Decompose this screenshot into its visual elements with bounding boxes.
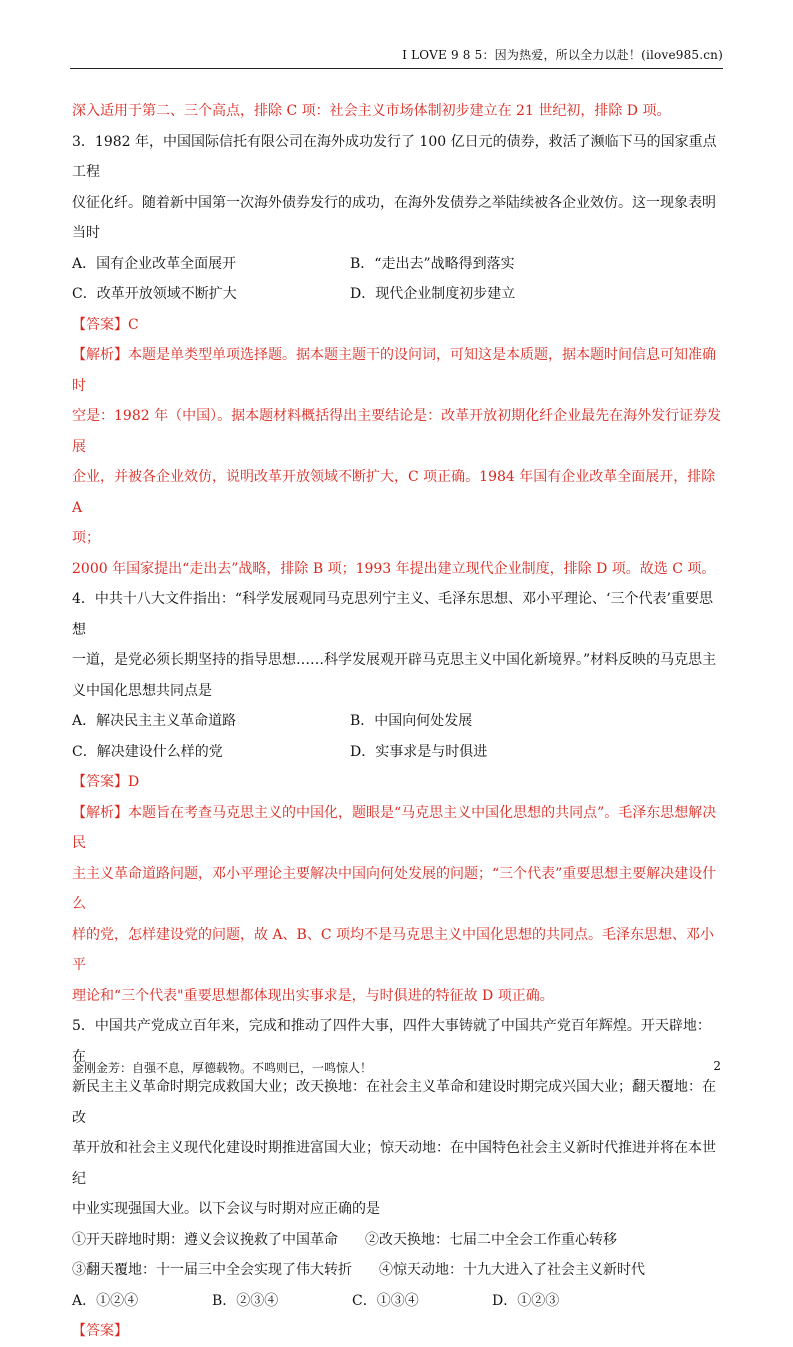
question-stem-line: 中业实现强国大业。以下会议与时期对应正确的是	[72, 1201, 380, 1217]
option-d: D．①②③	[492, 1292, 560, 1309]
answer-label: 【答案】	[72, 1323, 128, 1339]
question-stem-line: 新民主主义革命时期完成救国大业；改天换地：在社会主义革命和建设时期完成兴国大业；翻天覆地：在改	[72, 1079, 716, 1126]
option-b: B．“走出去”战略得到落实	[350, 255, 515, 272]
options-row	[72, 706, 722, 737]
numbered-item-2: ②改天换地：七届二中全会工作重心转移	[365, 1231, 617, 1248]
question-3	[72, 127, 722, 585]
option-c: C．①③④	[352, 1292, 419, 1309]
option-d: D．现代企业制度初步建立	[350, 286, 516, 302]
answer-label: 【答案】C	[72, 316, 139, 333]
analysis-line: 【解析】本题旨在考查马克思主义的中国化，题眼是“马克思主义中国化思想的共同点”。毛泽东思想解决民	[72, 804, 717, 851]
option-a: A．国有企业改革全面展开	[72, 255, 237, 272]
page-number: 2	[713, 1059, 721, 1073]
question-stem-line: 仪征化纤。随着新中国第一次海外债券发行的成功，在海外发债券之举陆续被各企业效仿。这一现象表明	[72, 194, 716, 211]
options-row	[72, 279, 722, 310]
analysis-line: 【解析】本题是单类型单项选择题。据本题主题干的设问词，可知这是本质题，据本题时间信息可知准确时	[72, 347, 716, 394]
numbered-items-row	[72, 1225, 722, 1256]
numbered-item-1: ①开天辟地时期：遵义会议挽救了中国革命	[72, 1231, 338, 1248]
option-b: B．②③④	[212, 1292, 279, 1309]
question-stem-line: 5．中国共产党成立百年来，完成和推动了四件大事，四件大事铸就了中国共产党百年辉煌。开天辟地：在	[72, 1018, 711, 1065]
numbered-item-4: ④惊天动地：十九大进入了社会主义新时代	[379, 1262, 645, 1278]
page-header	[70, 44, 723, 69]
analysis-line: 企业，并被各企业效仿，说明改革开放领域不断扩大，C 项正确。1984 年国有企业改革全面展开，排除 A	[72, 469, 716, 516]
footer-motto: 金刚金芳：自强不息，厚德载物。不鸣则已，一鸣惊人！	[72, 1061, 373, 1075]
question-stem-line: 4．中共十八大文件指出：“科学发展观同马克思列宁主义、毛泽东思想、邓小平理论、‘三个代表’重要思想	[72, 591, 713, 638]
option-d: D．实事求是与时俱进	[350, 743, 488, 760]
option-a: A．解决民主主义革命道路	[72, 713, 237, 729]
analysis-line: 样的党，怎样建设党的问题，故 A、B、C 项均不是马克思主义中国化思想的共同点。毛泽东思想、邓小平	[72, 926, 715, 973]
option-c: C．改革开放领域不断扩大	[72, 286, 237, 302]
question-stem-line: 义中国化思想共同点是	[72, 682, 212, 699]
option-b: B．中国向何处发展	[350, 713, 473, 729]
analysis-line: 空是：1982 年（中国）。据本题材料概括得出主要结论是：改革开放初期化纤企业最先在海外发行证券发展	[72, 408, 722, 455]
options-row	[72, 249, 722, 280]
analysis-line: 2000 年国家提出“走出去”战略，排除 B 项；1993 年提出建立现代企业制度，排除 D 项。故选 C 项。	[72, 560, 716, 577]
option-c: C．解决建设什么样的党	[72, 743, 223, 760]
options-row	[72, 1286, 722, 1317]
question-stem-line: 当时	[72, 225, 100, 241]
previous-analysis-tail: 深入适用于第二、三个高点，排除 C 项：社会主义市场体制初步建立在 21 世纪初，排除 D 项。	[72, 103, 671, 119]
numbered-items-row	[72, 1255, 722, 1286]
numbered-item-3: ③翻天覆地：十一届三中全会实现了伟大转折	[72, 1262, 352, 1278]
header-text: I LOVE 9 8 5：因为热爱，所以全力以赴！(ilove985.cn)	[402, 48, 723, 62]
analysis-line: 理论和“三个代表"重要思想都体现出实事求是，与时俱进的特征故 D 项正确。	[72, 987, 554, 1004]
analysis-line: 主主义革命道路问题，邓小平理论主要解决中国向何处发展的问题；“三个代表”重要思想主要解决建设什么	[72, 865, 717, 912]
question-stem-line: 一道，是党必须长期坚持的指导思想……科学发展观开辟马克思主义中国化新境界。”材料反映的马克思主	[72, 652, 717, 668]
answer-label: 【答案】D	[72, 774, 140, 790]
question-stem-line: 革开放和社会主义现代化建设时期推进富国大业；惊天动地：在中国特色社会主义新时代推进并将在本世纪	[72, 1140, 716, 1187]
question-4	[72, 584, 722, 1011]
option-a: A．①②④	[72, 1292, 139, 1309]
document-body	[72, 96, 722, 1347]
question-stem-line: 3．1982 年，中国国际信托有限公司在海外成功发行了 100 亿日元的债券，救活了濒临下马的国家重点工程	[72, 133, 717, 180]
options-row	[72, 737, 722, 768]
analysis-line: 项；	[72, 530, 100, 546]
